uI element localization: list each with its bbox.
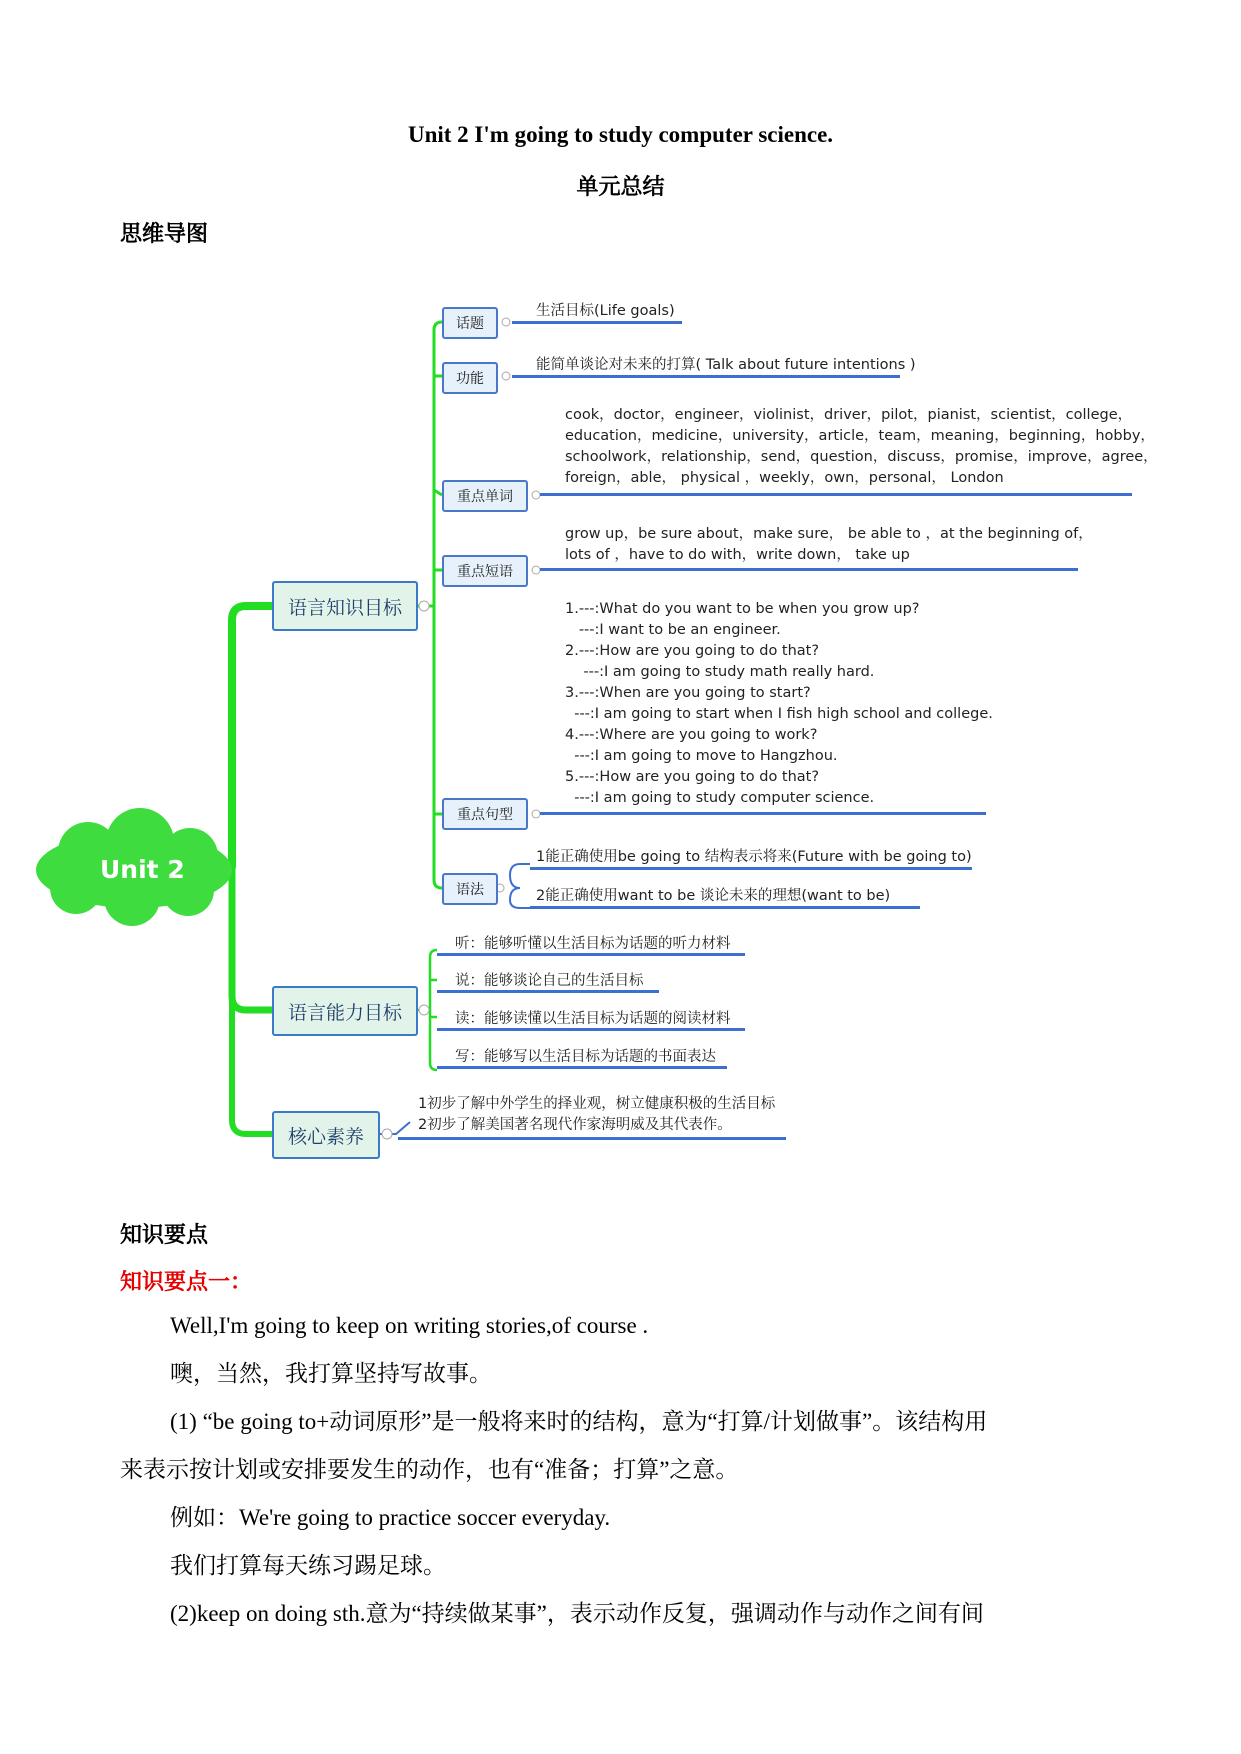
phrases-line: lots of ，have to do with，write down， take up bbox=[565, 547, 910, 563]
sentence-line: 2.---:How are you going to do that? bbox=[565, 643, 820, 659]
words-line: schoolwork，relationship，send，question，discuss，promise，improve，agree， bbox=[565, 449, 1158, 465]
collapse-knowledge-icon bbox=[419, 601, 429, 611]
connector-root-ability bbox=[232, 868, 272, 1010]
sentences-underline bbox=[540, 812, 986, 815]
ability-speak-underline bbox=[437, 990, 659, 993]
connector-grammar bbox=[434, 606, 442, 888]
section-points-heading: 知识要点 bbox=[120, 1223, 209, 1248]
node-phrases[interactable]: 重点短语 bbox=[442, 555, 528, 587]
paragraph-example-zh bbox=[120, 1350, 1120, 1398]
topic-content: 生活目标(Life goals) bbox=[536, 303, 675, 319]
grammar-item2: 2能正确使用want to be 谈论未来的理想(want to be) bbox=[536, 888, 891, 904]
collapse-words-icon bbox=[532, 491, 540, 499]
function-content: 能简单谈论对未来的打算( Talk about future intentions ) bbox=[536, 357, 916, 373]
sentence-line: 4.---:Where are you going to work? bbox=[565, 727, 818, 743]
paragraph-text: 例如：We're going to practice soccer everyday. bbox=[170, 1505, 611, 1530]
sentence-line: ---:I am going to study computer science. bbox=[565, 790, 875, 806]
grammar-item1: 1能正确使用be going to 结构表示将来(Future with be going to) bbox=[536, 849, 972, 865]
words-list bbox=[565, 405, 1158, 489]
doc-title: Unit 2 I'm going to study computer science. bbox=[407, 122, 834, 147]
sentence-line: 1.---:What do you want to be when you grow up? bbox=[565, 601, 920, 617]
ability-speak: 说：能够谈论自己的生活目标 bbox=[455, 973, 644, 989]
words-line: cook，doctor，engineer，violinist，driver，pilot，pianist，scientist，college， bbox=[565, 407, 1133, 423]
core-item1: 1初步了解中外学生的择业观，树立健康积极的生活目标 bbox=[418, 1096, 776, 1112]
collapse-function-icon bbox=[502, 372, 510, 380]
section-mindmap-heading: 思维导图 bbox=[120, 222, 209, 247]
phrases-underline bbox=[540, 568, 1078, 571]
phrases-list bbox=[565, 524, 1093, 566]
collapse-core-icon bbox=[382, 1129, 392, 1139]
sentence-line: 5.---:How are you going to do that? bbox=[565, 769, 820, 785]
paragraph-text: 来表示按计划或安排要发生的动作，也有“准备；打算”之意。 bbox=[120, 1457, 739, 1482]
paragraph-text: (1) “be going to+动词原形”是一般将来时的结构，意为“打算/计划做事”。该结构用 bbox=[170, 1409, 988, 1434]
function-underline bbox=[512, 375, 900, 378]
branch-knowledge[interactable]: 语言知识目标 bbox=[272, 581, 418, 631]
ability-write-underline bbox=[437, 1066, 727, 1069]
connector-root-knowledge bbox=[232, 606, 272, 868]
collapse-sentences-icon bbox=[532, 810, 540, 818]
paragraph-example-en bbox=[120, 1302, 1120, 1350]
words-line: education，medicine，university，article，team，meaning，beginning，hobby， bbox=[565, 428, 1155, 444]
core-item2: 2初步了解美国著名现代作家海明威及其代表作。 bbox=[418, 1117, 732, 1133]
paragraph-explanation-1-cont bbox=[120, 1446, 1120, 1494]
sentence-line: 3.---:When are you going to start? bbox=[565, 685, 811, 701]
collapse-phrases-icon bbox=[532, 566, 540, 574]
words-line: foreign，able， physical ，weekly，own，personal， London bbox=[565, 470, 1004, 486]
grammar-item2-underline bbox=[530, 906, 920, 909]
phrases-line: grow up，be sure about，make sure， be able to ，at the beginning of， bbox=[565, 526, 1093, 542]
paragraph-explanation-2 bbox=[120, 1590, 1120, 1638]
paragraph-text: 我们打算每天练习踢足球。 bbox=[170, 1553, 446, 1578]
connector-root-core bbox=[232, 868, 272, 1134]
paragraph-example-2-en bbox=[120, 1494, 1120, 1542]
collapse-topic-icon bbox=[502, 318, 510, 326]
doc-subtitle: 单元总结 bbox=[576, 175, 665, 200]
paragraph-example-2-zh bbox=[120, 1542, 1120, 1590]
ability-listen-underline bbox=[437, 953, 745, 956]
words-underline bbox=[540, 493, 1132, 496]
node-function[interactable]: 功能 bbox=[442, 362, 498, 394]
paragraph-text: Well,I'm going to keep on writing stories,of course . bbox=[170, 1313, 649, 1338]
node-topic[interactable]: 话题 bbox=[442, 307, 498, 339]
node-words[interactable]: 重点单词 bbox=[442, 480, 528, 512]
connector-write bbox=[430, 1010, 437, 1070]
sentence-line: ---:I am going to move to Hangzhou. bbox=[565, 748, 838, 764]
sentences-list bbox=[565, 599, 993, 809]
topic-underline bbox=[512, 321, 682, 324]
paragraph-text: 噢，当然，我打算坚持写故事。 bbox=[170, 1361, 492, 1386]
ability-read: 读：能够读懂以生活目标为话题的阅读材料 bbox=[455, 1011, 731, 1027]
node-sentences[interactable]: 重点句型 bbox=[442, 798, 528, 830]
paragraph-explanation-1 bbox=[120, 1398, 1120, 1446]
ability-listen: 听：能够听懂以生活目标为话题的听力材料 bbox=[455, 936, 731, 952]
branch-core[interactable]: 核心素养 bbox=[272, 1111, 380, 1159]
connector-topic bbox=[418, 322, 442, 606]
node-grammar[interactable]: 语法 bbox=[442, 873, 498, 905]
sentence-line: ---:I am going to start when I fish high school and college. bbox=[565, 706, 993, 722]
collapse-ability-icon bbox=[419, 1005, 429, 1015]
paragraph-text: (2)keep on doing sth.意为“持续做某事”，表示动作反复，强调动作与动作之间有间 bbox=[170, 1601, 984, 1626]
core-underline bbox=[398, 1137, 786, 1140]
sentence-line: ---:I want to be an engineer. bbox=[565, 622, 781, 638]
ability-read-underline bbox=[437, 1028, 745, 1031]
grammar-item1-underline bbox=[530, 867, 972, 870]
point-one-label: 知识要点一： bbox=[120, 1270, 253, 1295]
connector-grammar-item1 bbox=[510, 864, 530, 888]
branch-ability[interactable]: 语言能力目标 bbox=[272, 986, 418, 1036]
ability-write: 写：能够写以生活目标为话题的书面表达 bbox=[455, 1049, 716, 1065]
connector-grammar-item2 bbox=[510, 888, 530, 908]
sentence-line: ---:I am going to study math really hard. bbox=[565, 664, 875, 680]
mindmap-root-label: Unit 2 bbox=[100, 855, 185, 884]
